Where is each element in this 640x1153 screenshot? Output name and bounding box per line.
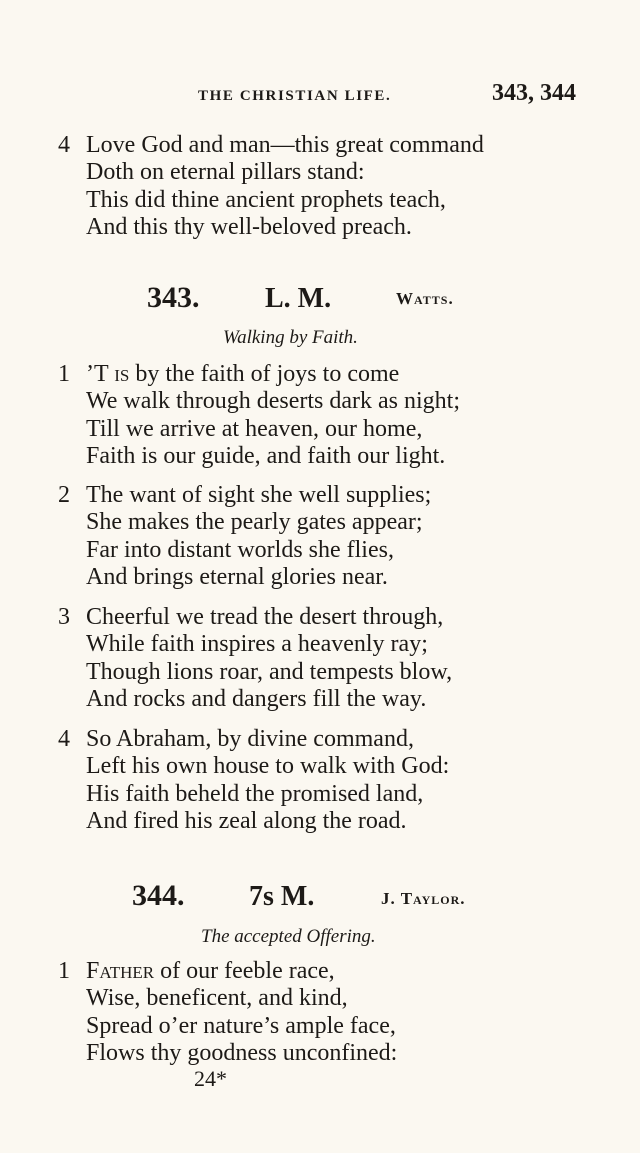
hymn-343-meter: L. M. bbox=[265, 283, 332, 314]
verse-line: We walk through deserts dark as night; bbox=[86, 388, 460, 415]
stanza-number: 1 bbox=[58, 361, 70, 387]
stanza-number: 1 bbox=[58, 958, 70, 984]
hymn-344-author: J. Taylor. bbox=[381, 889, 466, 908]
verse-line: His faith beheld the promised land, bbox=[86, 780, 424, 807]
verse-line: This did thine ancient prophets teach, bbox=[86, 186, 446, 213]
verse-line: So Abraham, by divine command, bbox=[86, 726, 414, 752]
hymn-343-stanza-4 bbox=[58, 726, 449, 835]
hymn-343-author: Watts. bbox=[396, 289, 454, 308]
verse-line: And brings eternal glories near. bbox=[86, 563, 388, 590]
verse-line: Far into distant worlds she flies, bbox=[86, 536, 394, 563]
verse-line: Doth on eternal pillars stand: bbox=[86, 159, 365, 186]
hymn-344-stanza-1 bbox=[58, 958, 397, 1067]
verse-opening-word: Father bbox=[86, 958, 155, 984]
verse-line: She makes the pearly gates appear; bbox=[86, 509, 423, 536]
stanza-number: 2 bbox=[58, 482, 70, 508]
verse-line: Wise, beneficent, and kind, bbox=[86, 985, 348, 1012]
hymn-343-number: 343. bbox=[147, 281, 200, 314]
hymn-344-number: 344. bbox=[132, 879, 185, 912]
verse-line: Flows thy goodness unconfined: bbox=[86, 1039, 398, 1066]
verse-line: While faith inspires a heavenly ray; bbox=[86, 631, 428, 658]
stanza-number: 4 bbox=[58, 726, 70, 752]
verse-line: Though lions roar, and tempests blow, bbox=[86, 658, 453, 685]
verse-line-rest: of our feeble race, bbox=[154, 958, 335, 984]
hymn-343-title: Walking by Faith. bbox=[223, 327, 358, 348]
hymn-344-title: The accepted Offering. bbox=[201, 926, 376, 947]
verse-line: Till we arrive at heaven, our home, bbox=[86, 415, 423, 442]
verse-line: Spread o’er nature’s ample face, bbox=[86, 1012, 396, 1039]
hymn-343-stanza-3 bbox=[58, 604, 452, 713]
verse-opening-word: ’T is bbox=[86, 361, 130, 387]
verse-line-rest: by the faith of joys to come bbox=[129, 361, 400, 387]
stanza-number: 4 bbox=[58, 132, 70, 158]
verse-line: Left his own house to walk with God: bbox=[86, 753, 450, 780]
stanza-number: 3 bbox=[58, 604, 70, 630]
hymn-343-stanza-2 bbox=[58, 482, 431, 591]
verse-line: And rocks and dangers fill the way. bbox=[86, 685, 427, 712]
page-numbers: 343, 344 bbox=[492, 80, 576, 106]
previous-hymn-stanza-4 bbox=[58, 132, 484, 241]
running-head-title: THE CHRISTIAN LIFE. bbox=[198, 88, 392, 104]
hymn-344-meter: 7s M. bbox=[249, 881, 315, 912]
verse-line: The want of sight she well supplies; bbox=[86, 482, 432, 508]
verse-line: Cheerful we tread the desert through, bbox=[86, 604, 444, 630]
hymn-343-stanza-1 bbox=[58, 361, 460, 470]
verse-line: And fired his zeal along the road. bbox=[86, 807, 407, 834]
signature-mark: 24* bbox=[194, 1066, 227, 1091]
verse-line: Faith is our guide, and faith our light. bbox=[86, 442, 446, 469]
verse-line: Love God and man—this great command bbox=[86, 132, 484, 158]
verse-line: And this thy well-beloved preach. bbox=[86, 213, 412, 240]
